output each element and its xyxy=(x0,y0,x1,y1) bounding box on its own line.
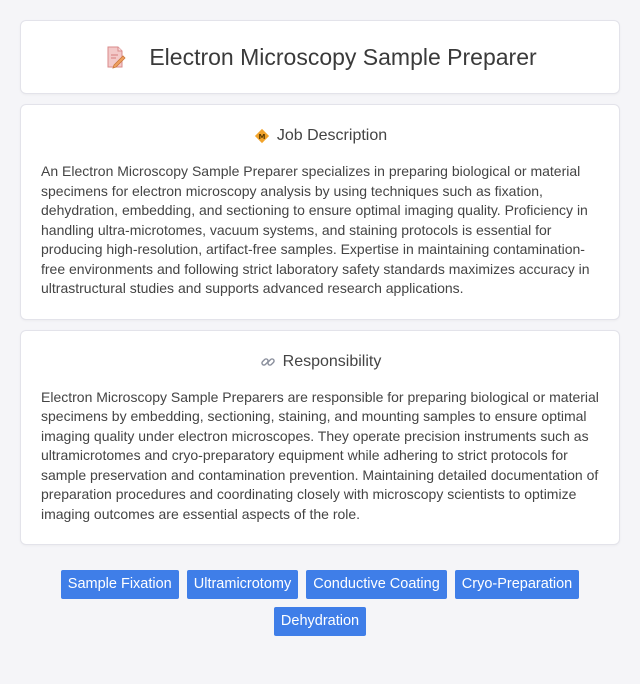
job-description-header xyxy=(41,127,599,145)
responsibility-card xyxy=(20,330,620,546)
document-pencil-icon xyxy=(103,45,127,69)
responsibility-header xyxy=(41,353,599,371)
responsibility-text: Electron Microscopy Sample Preparers are responsible for preparing biological or material specimens by embedding, sectioning, staining, and mounting samples to ensure optimal imaging quality under electron microscopes. They operate precision instruments such as ultramicrotomes and cryo-preparatory equipment while adhering to strict protocols for sample preservation and contamination prevention. Maintaining detailed documentation of preparation procedures and coordinating closely with microscopy scientists to optimize imaging outcomes are essential aspects of the role. xyxy=(41,388,599,522)
tag-dehydration[interactable]: Dehydration xyxy=(274,607,366,636)
responsibility-title: Responsibility xyxy=(282,352,382,370)
tag-cryo-preparation[interactable]: Cryo-Preparation xyxy=(455,570,579,599)
job-description-card xyxy=(20,104,620,320)
tag-ultramicrotomy[interactable]: Ultramicrotomy xyxy=(187,570,298,599)
tag-conductive-coating[interactable]: Conductive Coating xyxy=(306,570,447,599)
skill-tags xyxy=(20,555,620,636)
link-icon xyxy=(259,353,277,371)
badge-icon xyxy=(253,127,271,145)
job-description-text: An Electron Microscopy Sample Preparer specializes in preparing biological or material specimens for electron microscopy analysis by using techniques such as fixation, dehydration, embedding, and sectioning to ensure optimal imaging quality. Proficiency in handling ultra-microtomes, vacuum systems, and staining protocols is essential for producing high-resolution, artifact-free samples. Expertise in maintaining contamination-free environments and following strict laboratory safety standards maximizes accuracy in ultrastructural studies and supports advanced research applications. xyxy=(41,163,590,296)
job-description-title: Job Description xyxy=(276,127,388,144)
tag-sample-fixation[interactable]: Sample Fixation xyxy=(61,570,179,599)
page-title: Electron Microscopy Sample Preparer xyxy=(149,43,537,70)
header-card xyxy=(20,20,620,94)
svg-text:M: M xyxy=(258,133,266,141)
